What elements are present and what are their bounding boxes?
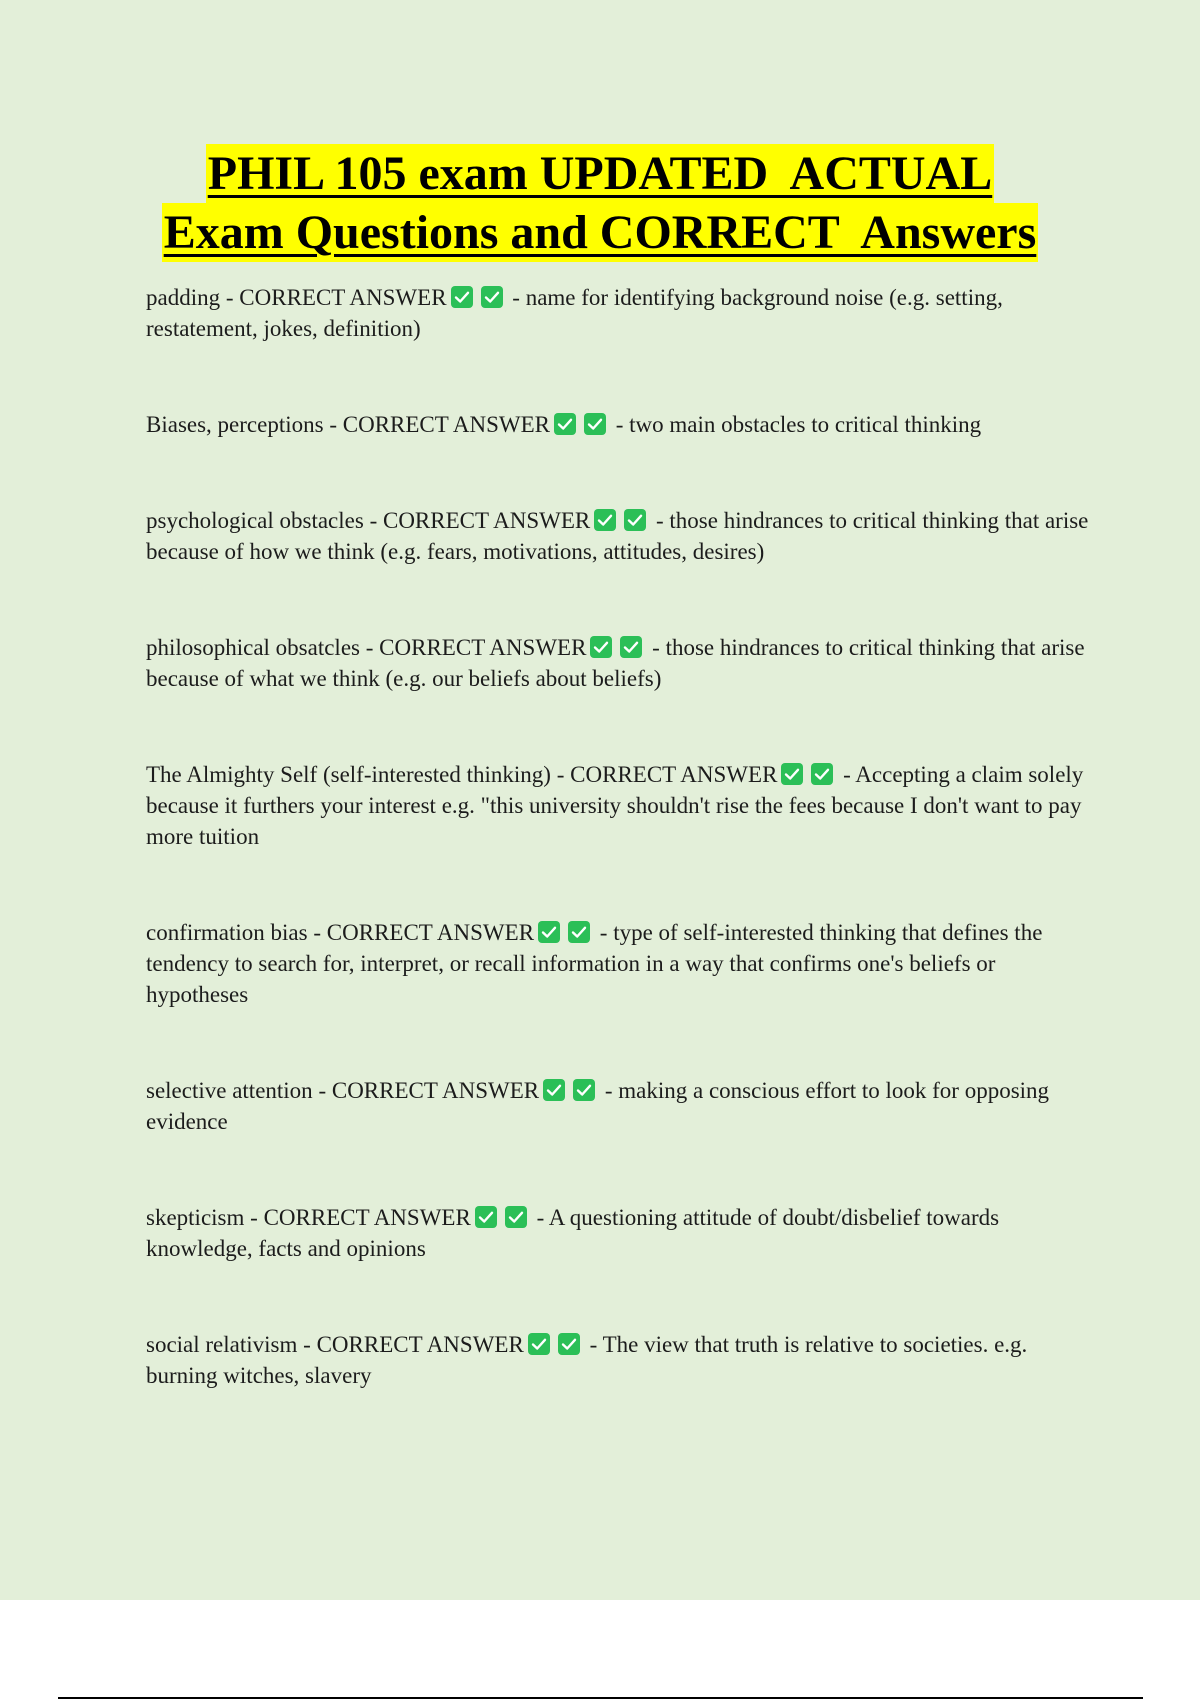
- entry-answer-label: CORRECT ANSWER: [239, 285, 447, 310]
- title-line-1: PHIL 105 exam UPDATED ACTUAL: [206, 144, 994, 203]
- page-divider: [58, 1697, 1143, 1699]
- title-line-2: Exam Questions and CORRECT Answers: [162, 203, 1039, 262]
- entry-answer-label: CORRECT ANSWER: [379, 635, 587, 660]
- entry-term: social relativism: [146, 1332, 298, 1357]
- qa-entry: confirmation bias - CORRECT ANSWER - type of self-interested thinking that defines the tendency to search for, interpret, or recall information in a way that confirms one's beliefs or hypotheses: [146, 920, 1043, 1007]
- check-mark-icon: [781, 763, 803, 785]
- entry-term: psychological obstacles: [146, 508, 364, 533]
- entry-answer-label: CORRECT ANSWER: [316, 1332, 524, 1357]
- check-mark-icon: [624, 509, 646, 531]
- check-mark-icon: [538, 921, 560, 943]
- entry-definition: those hindrances to critical thinking that arise because of what we think (e.g. our beliefs about beliefs): [146, 635, 1085, 691]
- entry-definition: name for identifying background noise (e.g. setting, restatement, jokes, definition): [146, 285, 1003, 341]
- check-mark-icon: [505, 1206, 527, 1228]
- check-mark-icon: [594, 509, 616, 531]
- entry-term: padding: [146, 285, 221, 310]
- entry-definition: Accepting a claim solely because it furthers your interest e.g. "this university shouldn't rise the fees because I don't want to pay more tuition: [146, 762, 1084, 849]
- qa-entry: skepticism - CORRECT ANSWER - A questioning attitude of doubt/disbelief towards knowledge, facts and opinions: [146, 1205, 1000, 1261]
- check-mark-icon: [590, 636, 612, 658]
- check-mark-icon: [620, 636, 642, 658]
- entry-answer-label: CORRECT ANSWER: [570, 762, 778, 787]
- qa-entry: selective attention - CORRECT ANSWER - making a conscious effort to look for opposing evidence: [146, 1078, 1050, 1134]
- qa-list: [146, 282, 1092, 1456]
- entry-term: selective attention: [146, 1078, 313, 1103]
- entry-term: Biases, perceptions: [146, 412, 324, 437]
- qa-entry: Biases, perceptions - CORRECT ANSWER - two main obstacles to critical thinking: [146, 412, 982, 437]
- entry-definition: type of self-interested thinking that defines the tendency to search for, interpret, or recall information in a way that confirms one's beliefs or hypotheses: [146, 920, 1043, 1007]
- entry-term: skepticism: [146, 1205, 245, 1230]
- qa-entry: social relativism - CORRECT ANSWER - The view that truth is relative to societies. e.g. burning witches, slavery: [146, 1332, 1028, 1388]
- entry-answer-label: CORRECT ANSWER: [263, 1205, 471, 1230]
- check-mark-icon: [528, 1333, 550, 1355]
- entry-term: The Almighty Self (self-interested thinking): [146, 762, 551, 787]
- qa-entry: philosophical obsatcles - CORRECT ANSWER - those hindrances to critical thinking that arise because of what we think (e.g. our beliefs about beliefs): [146, 635, 1085, 691]
- check-mark-icon: [573, 1079, 595, 1101]
- check-mark-icon: [475, 1206, 497, 1228]
- check-mark-icon: [584, 413, 606, 435]
- check-mark-icon: [811, 763, 833, 785]
- entry-answer-label: CORRECT ANSWER: [331, 1078, 540, 1103]
- entry-term: confirmation bias: [146, 920, 308, 945]
- check-mark-icon: [568, 921, 590, 943]
- qa-entry: The Almighty Self (self-interested thinking) - CORRECT ANSWER - Accepting a claim solely because it furthers your interest e.g. "this university shouldn't rise the fees because I don't want to pay more tuition: [146, 762, 1084, 849]
- entry-answer-label: CORRECT ANSWER: [382, 508, 591, 533]
- entry-term: philosophical obsatcles: [146, 635, 360, 660]
- entry-definition: A questioning attitude of doubt/disbelief towards knowledge, facts and opinions: [146, 1205, 1000, 1261]
- check-mark-icon: [554, 413, 576, 435]
- qa-entry: padding - CORRECT ANSWER - name for identifying background noise (e.g. setting, restatement, jokes, definition): [146, 285, 1003, 341]
- page-title: [0, 144, 1200, 262]
- qa-entry: psychological obstacles - CORRECT ANSWER - those hindrances to critical thinking that arise because of how we think (e.g. fears, motivations, attitudes, desires): [146, 508, 1089, 564]
- entry-answer-label: CORRECT ANSWER: [342, 412, 550, 437]
- entry-definition: making a conscious effort to look for opposing evidence: [146, 1078, 1050, 1134]
- entry-definition: those hindrances to critical thinking that arise because of how we think (e.g. fears, motivations, attitudes, desires): [146, 508, 1089, 564]
- check-mark-icon: [543, 1079, 565, 1101]
- entry-definition: two main obstacles to critical thinking: [629, 412, 982, 437]
- entry-answer-label: CORRECT ANSWER: [326, 920, 535, 945]
- entry-definition: The view that truth is relative to societies. e.g. burning witches, slavery: [146, 1332, 1028, 1388]
- check-mark-icon: [451, 286, 473, 308]
- check-mark-icon: [558, 1333, 580, 1355]
- check-mark-icon: [481, 286, 503, 308]
